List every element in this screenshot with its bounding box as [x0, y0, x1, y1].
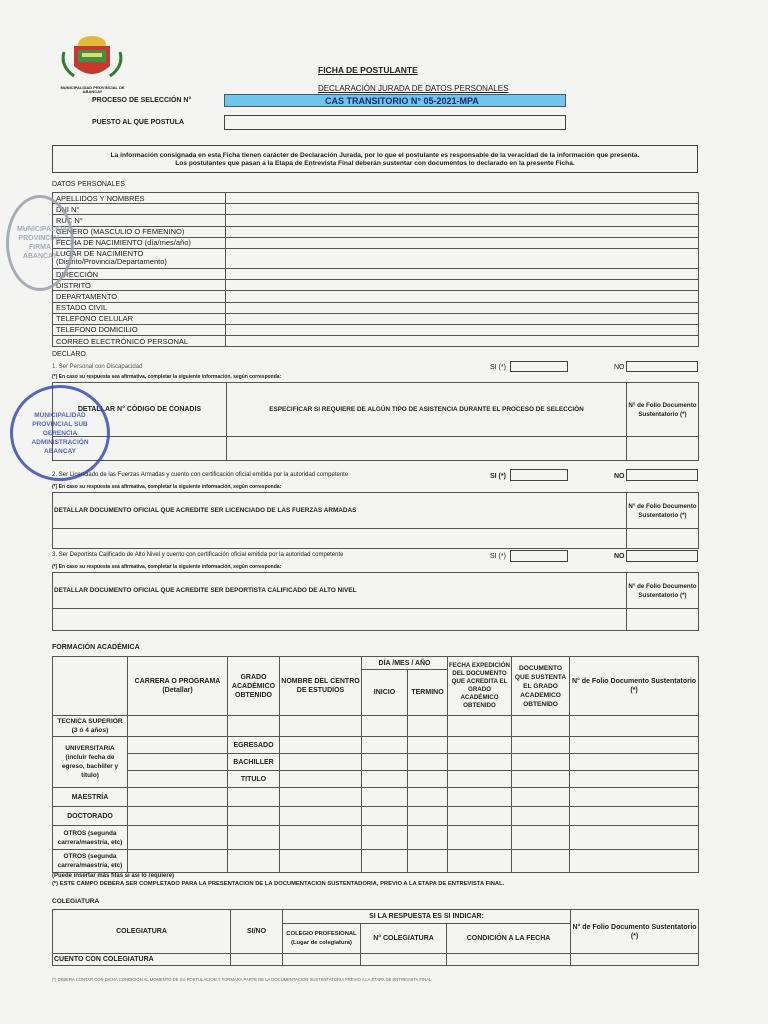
field-input[interactable] [226, 302, 699, 313]
table-row [53, 737, 699, 754]
proceso-value-box[interactable] [224, 94, 566, 107]
cell-input[interactable] [448, 716, 512, 737]
table-row [53, 716, 699, 737]
q2-col-documento: DETALLAR DOCUMENTO OFICIAL QUE ACREDITE SER LICENCIADO DE LAS FUERZAS ARMADAS [53, 493, 627, 529]
cell-input[interactable] [570, 807, 699, 826]
q2-table [52, 492, 699, 549]
field-input[interactable] [226, 268, 699, 279]
cell-input[interactable] [362, 737, 408, 754]
table-row [53, 302, 699, 313]
cell-input[interactable] [408, 788, 448, 807]
col-condicion: CONDICIÓN A LA FECHA [447, 924, 571, 954]
col-colegiatura: COLEGIATURA [53, 910, 231, 954]
field-label: APELLIDOS Y NOMBRES [53, 193, 226, 204]
table-row [53, 754, 699, 771]
cell-input[interactable] [280, 716, 362, 737]
col-inicio: INICIO [362, 670, 408, 716]
q1-input-folio[interactable] [627, 437, 699, 461]
row-otros-1: OTROS (segunda carrera/maestría, etc) [53, 826, 128, 850]
cell-input[interactable] [570, 788, 699, 807]
cell-input[interactable] [408, 807, 448, 826]
field-input[interactable] [226, 248, 699, 268]
q3-no-box[interactable] [626, 550, 698, 562]
cell-input[interactable] [448, 788, 512, 807]
q2-si-box[interactable] [510, 469, 568, 481]
q3-col-documento: DETALLAR DOCUMENTO OFICIAL QUE ACREDITE SER DEPORTISTA CALIFICADO DE ALTO NIVEL [53, 573, 627, 609]
table-row [53, 437, 699, 461]
col-num: N° COLEGIATURA [361, 924, 447, 954]
q2-text: 2. Ser Licenciado de las Fuerzas Armadas y cuento con certificación oficial emitida por la autoridad competente [52, 472, 349, 478]
formacion-foot-1: (Puede insertar más filas si así lo requiere) [52, 873, 175, 879]
q1-si-box[interactable] [510, 361, 568, 372]
field-input[interactable] [226, 324, 699, 335]
colegiatura-title: COLEGIATURA [52, 898, 100, 905]
cell-input[interactable] [448, 771, 512, 788]
col-carrera: CARRERA O PROGRAMA (Detallar) [128, 657, 228, 716]
table-row [53, 573, 699, 609]
cell-input[interactable] [128, 737, 228, 754]
grado-egresado: EGRESADO [228, 737, 280, 754]
row-doctorado: DOCTORADO [53, 807, 128, 826]
cell-input[interactable] [228, 716, 280, 737]
field-label: TELEFONO CELULAR [53, 313, 226, 324]
cell-input[interactable] [408, 716, 448, 737]
form-subtitle: DECLARACIÓN JURADA DE DATOS PERSONALES [318, 84, 509, 93]
proceso-value: CAS TRANSITORIO N° 05-2021-MPA [325, 96, 479, 106]
cell-input[interactable] [228, 788, 280, 807]
grado-titulo: TITULO [228, 771, 280, 788]
field-input[interactable] [226, 226, 699, 237]
row-otros-2: OTROS (segunda carrera/maestría, etc) [53, 850, 128, 873]
cell-input[interactable] [128, 716, 228, 737]
proceso-label: PROCESO DE SELECCIÓN N° [92, 97, 192, 104]
field-label: ESTADO CIVIL [53, 302, 226, 313]
field-input[interactable] [226, 280, 699, 291]
col-centro: NOMBRE DEL CENTRO DE ESTUDIOS [280, 657, 362, 716]
cell-input[interactable] [362, 716, 408, 737]
row-universitaria: UNIVERSITARIA (incluir fecha de egreso, bachiller y título) [53, 737, 128, 788]
q1-si-label: SI (*) [490, 364, 506, 371]
q2-input-documento[interactable] [53, 529, 627, 549]
table-row [53, 268, 699, 279]
cell-input[interactable] [280, 850, 362, 873]
field-label: DIRECCIÓN [53, 268, 226, 279]
notice-line-2: Los postulantes que pasan a la Etapa de Entrevista Final deberán sustentar con documentos lo declarado en la presente Ficha. [175, 160, 575, 167]
grado-bachiller: BACHILLER [228, 754, 280, 771]
q3-text: 3. Ser Deportista Calificado de Alto Nivel y cuento con certificación oficial emitida por la autoridad competente [52, 552, 344, 558]
cell-input[interactable] [283, 954, 361, 966]
q1-table [52, 382, 699, 461]
colegiatura-table [52, 909, 699, 966]
cell-input[interactable] [447, 954, 571, 966]
q1-col-folio: N° de Folio Documento Sustentatorio (*) [627, 383, 699, 437]
cell-input[interactable] [361, 954, 447, 966]
field-input[interactable] [226, 336, 699, 347]
field-input[interactable] [226, 291, 699, 302]
col-folio: N° de Folio Documento Sustentatorio (*) [570, 657, 699, 716]
col-folio: N° de Folio Documento Sustentatorio (*) [571, 910, 699, 954]
field-label: DISTRITO [53, 280, 226, 291]
colegiatura-footnote: (*) DEBERA CONTAR CON DICHA CONDICION AL MOMENTO DE SU POSTULACION Y FORMARA PARTE DE LA DOCUMENTACION SUSTENTATORIA PREVIO A LA ETAPA DE ENTREVISTA FINAL. [52, 977, 433, 982]
cell-input[interactable] [448, 754, 512, 771]
col-sino: SI/NO [231, 910, 283, 954]
cell-input[interactable] [570, 716, 699, 737]
cell-input[interactable] [570, 850, 699, 873]
q2-note: (*) En caso su respuesta sea afirmativa, completar la siguiente información, según corresponda: [52, 484, 282, 490]
cell-input[interactable] [128, 850, 228, 873]
cell-input[interactable] [231, 954, 283, 966]
form-title: FICHA DE POSTULANTE [318, 65, 418, 75]
municipal-logo [60, 32, 124, 86]
table-row [53, 954, 699, 966]
cell-input[interactable] [128, 826, 228, 850]
table-row [53, 807, 699, 826]
cell-input[interactable] [570, 771, 699, 788]
row-maestria: MAESTRÍA [53, 788, 128, 807]
cell-input[interactable] [228, 807, 280, 826]
cell-input[interactable] [228, 826, 280, 850]
q1-no-box[interactable] [626, 361, 698, 372]
field-input[interactable] [226, 313, 699, 324]
cell-input[interactable] [228, 850, 280, 873]
field-input[interactable] [226, 204, 699, 215]
cell-input[interactable] [512, 716, 570, 737]
formacion-table [52, 656, 699, 873]
cell-input[interactable] [280, 788, 362, 807]
cell-input[interactable] [280, 754, 362, 771]
cell-input[interactable] [408, 737, 448, 754]
col-blank [53, 657, 128, 716]
table-row [53, 313, 699, 324]
table-row [53, 324, 699, 335]
cell-input[interactable] [408, 826, 448, 850]
table-row [53, 248, 699, 268]
logo-caption: MUNICIPALIDAD PROVINCIAL DE ABANCAY [60, 85, 125, 94]
col-colegio: COLEGIO PROFESIONAL (Lugar de colegiatura) [283, 924, 361, 954]
table-row [53, 336, 699, 347]
field-input[interactable] [226, 193, 699, 204]
notice-line-1: La información consignada en esta Ficha tienen carácter de Declaración Jurada, por lo que el postulante es responsable de la veracidad de la información que presenta. [110, 152, 640, 159]
cell-input[interactable] [448, 826, 512, 850]
cell-input[interactable] [362, 807, 408, 826]
table-row [53, 910, 699, 924]
q3-table [52, 572, 699, 631]
q1-no-label: NO [614, 364, 625, 371]
cell-input[interactable] [280, 807, 362, 826]
q1-text: 1. Ser Personal con Discapacidad [52, 364, 143, 370]
cell-input[interactable] [512, 807, 570, 826]
field-label: DNI N° [53, 204, 226, 215]
q1-input-asistencia[interactable] [227, 437, 627, 461]
table-row [53, 609, 699, 631]
table-row [53, 850, 699, 873]
cell-input[interactable] [448, 737, 512, 754]
cell-input[interactable] [280, 737, 362, 754]
q3-input-documento[interactable] [53, 609, 627, 631]
field-label: FECHA DE NACIMIENTO (día/mes/año) [53, 237, 226, 248]
col-indicar: SI LA RESPUESTA ES SI INDICAR: [283, 910, 571, 924]
cell-input[interactable] [570, 826, 699, 850]
q2-no-box[interactable] [626, 469, 698, 481]
q3-col-folio: N° de Folio Documento Sustentatorio (*) [627, 573, 699, 609]
q3-si-label: SI (*) [490, 553, 506, 560]
cell-input[interactable] [128, 788, 228, 807]
field-label: DEPARTAMENTO [53, 291, 226, 302]
table-row [53, 237, 699, 248]
q1-col-conadis: DETALLAR N° CÓDIGO DE CONADIS [53, 383, 227, 437]
q2-si-label: SI (*) [490, 473, 506, 480]
col-termino: TERMINO [408, 670, 448, 716]
cell-input[interactable] [280, 826, 362, 850]
cell-input[interactable] [128, 771, 228, 788]
q3-input-folio[interactable] [627, 609, 699, 631]
row-tecnica: TECNICA SUPERIOR (3 ó 4 años) [53, 716, 128, 737]
cell-input[interactable] [571, 954, 699, 966]
cell-input[interactable] [570, 737, 699, 754]
formacion-foot-2: (*) ESTE CAMPO DEBERA SER COMPLETADO PARA LA PRESENTACION DE LA DOCUMENTACION SUSTENTADORIA, PREVIO A LA ETAPA DE ENTREVISTA FINAL. [52, 881, 505, 887]
cell-input[interactable] [408, 771, 448, 788]
notice-box [52, 145, 698, 173]
cell-input[interactable] [128, 807, 228, 826]
cell-input[interactable] [448, 850, 512, 873]
q2-input-folio[interactable] [627, 529, 699, 549]
table-row [53, 226, 699, 237]
cell-input[interactable] [512, 826, 570, 850]
field-label: TELEFONO DOMICILIO [53, 324, 226, 335]
table-row [53, 280, 699, 291]
field-label: RUC N° [53, 215, 226, 226]
q3-si-box[interactable] [510, 550, 568, 562]
col-grado: GRADO ACADÉMICO OBTENIDO [228, 657, 280, 716]
stamp-blue: MUNICIPALIDAD PROVINCIAL SUB GERENCIA ADMINISTRACIÓN ABANCAY [10, 385, 110, 481]
datos-table [52, 192, 699, 347]
puesto-label: PUESTO AL QUE POSTULA [92, 119, 185, 126]
table-row [53, 215, 699, 226]
col-fecha-exp: FECHA EXPEDICIÓN DEL DOCUMENTO QUE ACREDITA EL GRADO ACADÉMICO OBTENIDO [448, 657, 512, 716]
cell-input[interactable] [512, 737, 570, 754]
cell-input[interactable] [362, 850, 408, 873]
q3-note: (*) En caso su respuesta sea afirmativa, completar la siguiente información, según corresponda: [52, 564, 282, 570]
cell-input[interactable] [448, 807, 512, 826]
datos-title: DATOS PERSONALES [52, 181, 125, 188]
table-row [53, 291, 699, 302]
table-row [53, 826, 699, 850]
table-row [53, 193, 699, 204]
cell-input[interactable] [128, 754, 228, 771]
col-dma: DÍA /MES / AÑO [362, 657, 448, 670]
cell-input[interactable] [512, 850, 570, 873]
q1-col-asistencia: ESPECIFICAR SI REQUIERE DE ALGÚN TIPO DE ASISTENCIA DURANTE EL PROCESO DE SELECCIÓN [227, 383, 627, 437]
table-row [53, 788, 699, 807]
q3-no-label: NO [614, 553, 625, 560]
cell-input[interactable] [570, 754, 699, 771]
cell-input[interactable] [362, 826, 408, 850]
table-row [53, 657, 699, 670]
q1-note: (*) En caso su respuesta sea afirmativa, completar la siguiente información, según corresponda: [52, 374, 282, 380]
cell-input[interactable] [362, 788, 408, 807]
table-row [53, 771, 699, 788]
formacion-title: FORMACIÓN ACADÉMICA [52, 644, 140, 651]
field-input[interactable] [226, 237, 699, 248]
cell-input[interactable] [512, 754, 570, 771]
cell-input[interactable] [408, 754, 448, 771]
col-documento: DOCUMENTO QUE SUSTENTA EL GRADO ACADEMICO OBTENIDO [512, 657, 570, 716]
cell-input[interactable] [512, 788, 570, 807]
field-input[interactable] [226, 215, 699, 226]
field-label: GENERO (MASCULIO O FEMENINO) [53, 226, 226, 237]
table-row [53, 383, 699, 437]
cell-input[interactable] [362, 754, 408, 771]
cell-input[interactable] [362, 771, 408, 788]
field-label: CORREO ELECTRÓNICO PERSONAL [53, 336, 226, 347]
row-cuento: CUENTO CON COLEGIATURA [53, 954, 231, 966]
puesto-field[interactable] [224, 115, 566, 130]
field-label: LUGAR DE NACIMIENTO (Distrito/Provincia/Departamento) [53, 248, 226, 268]
stamp-gray: MUNICIPALIDAD PROVINCIAL FIRMA ABANCAY [6, 195, 74, 291]
q2-no-label: NO [614, 473, 625, 480]
cell-input[interactable] [512, 771, 570, 788]
cell-input[interactable] [280, 771, 362, 788]
table-row [53, 204, 699, 215]
cell-input[interactable] [408, 850, 448, 873]
q2-col-folio: N° de Folio Documento Sustentatorio (*) [627, 493, 699, 529]
table-row [53, 529, 699, 549]
table-row [53, 493, 699, 529]
declaro-title: DECLARO [52, 351, 86, 358]
